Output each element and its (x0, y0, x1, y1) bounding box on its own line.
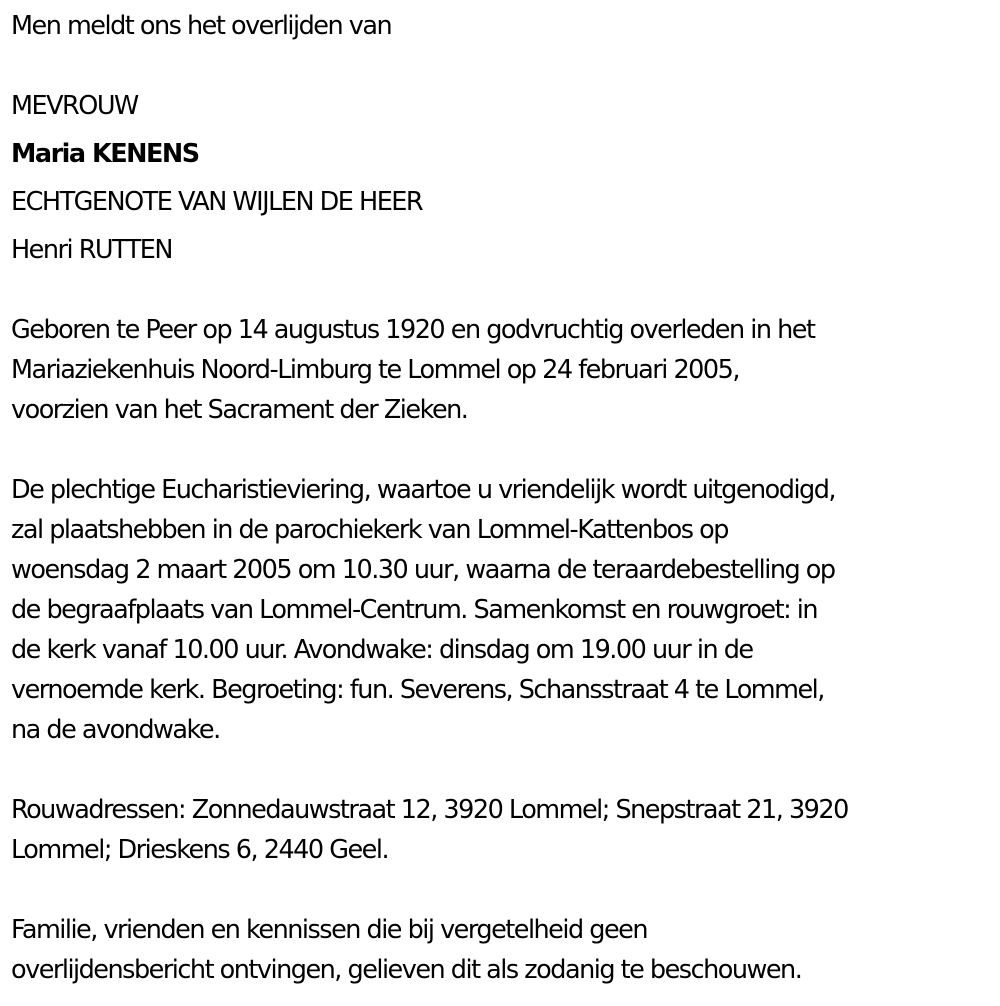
closing-paragraph (11, 910, 996, 990)
birth-paragraph (11, 310, 996, 430)
birth-line: Geboren te Peer op 14 augustus 1920 en godvruchtig overleden in het (11, 315, 815, 345)
address-line: Lommel; Drieskens 6, 2440 Geel. (11, 835, 389, 865)
title-text: MEVROUW (11, 91, 138, 121)
relation-text: ECHTGENOTE VAN WIJLEN DE HEER (11, 187, 423, 217)
ceremony-line: de kerk vanaf 10.00 uur. Avondwake: dinsdag om 19.00 uur in de (11, 635, 753, 665)
address-line: Rouwadressen: Zonnedauwstraat 12, 3920 Lommel; Snepstraat 21, 3920 (11, 795, 848, 825)
ceremony-line: na de avondwake. (11, 715, 220, 745)
spacer (11, 46, 996, 86)
ceremony-line: De plechtige Eucharistieviering, waartoe u vriendelijk wordt uitgenodigd, (11, 475, 836, 505)
birth-line: Mariaziekenhuis Noord-Limburg te Lommel op 24 februari 2005, (11, 355, 739, 385)
address-paragraph (11, 790, 996, 870)
closing-line: Familie, vrienden en kennissen die bij vergetelheid geen (11, 915, 647, 945)
ceremony-paragraph (11, 470, 996, 750)
deceased-name: Maria KENENS (11, 139, 199, 169)
intro-text: Men meldt ons het overlijden van (11, 11, 392, 41)
spouse-name: Henri RUTTEN (11, 235, 172, 265)
spacer (11, 870, 996, 910)
birth-line: voorzien van het Sacrament der Zieken. (11, 395, 468, 425)
spacer (11, 430, 996, 470)
spacer (11, 750, 996, 790)
spacer (11, 270, 996, 310)
death-notice (11, 6, 996, 990)
ceremony-line: zal plaatshebben in de parochiekerk van Lommel-Kattenbos op (11, 515, 728, 545)
ceremony-line: de begraafplaats van Lommel-Centrum. Samenkomst en rouwgroet: in (11, 595, 818, 625)
ceremony-line: vernoemde kerk. Begroeting: fun. Severens, Schansstraat 4 te Lommel, (11, 675, 824, 705)
closing-line: overlijdensbericht ontvingen, gelieven dit als zodanig te beschouwen. (11, 955, 802, 985)
ceremony-line: woensdag 2 maart 2005 om 10.30 uur, waarna de teraardebestelling op (11, 555, 835, 585)
